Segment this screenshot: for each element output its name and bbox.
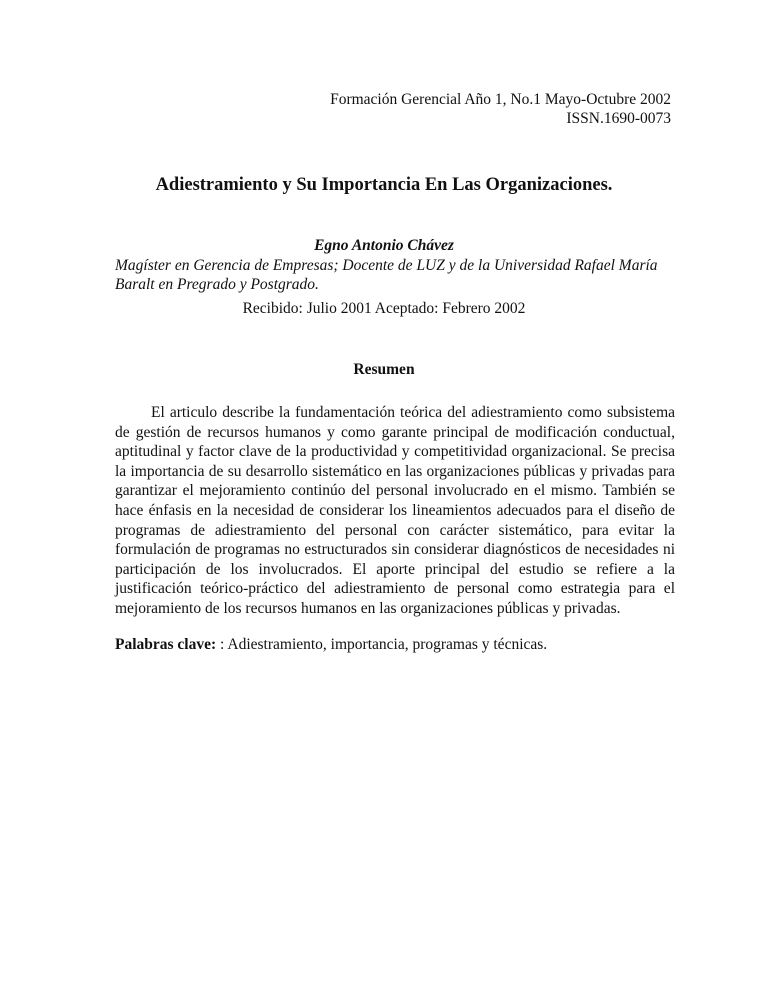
keywords-label: Palabras clave: xyxy=(115,636,221,653)
author-name: Egno Antonio Chávez xyxy=(314,237,454,254)
keywords xyxy=(115,636,675,654)
author-affiliation: Magíster en Gerencia de Empresas; Docente de LUZ y de la Universidad Rafael María Baralt en Pregrado y Postgrado. xyxy=(115,257,658,293)
received-accepted-dates: Recibido: Julio 2001 Aceptado: Febrero 2002 xyxy=(242,300,526,317)
keywords-separator: : xyxy=(220,636,228,653)
article-title: Adiestramiento y Su Importancia En Las Organizaciones. xyxy=(155,175,613,195)
journal-line: Formación Gerencial Año 1, No.1 Mayo-Octubre 2002 xyxy=(330,91,671,108)
journal-header xyxy=(330,90,671,128)
abstract-text: El articulo describe la fundamentación teórica del adiestramiento como subsistema de gestión de recursos humanos y como garante principal de modificación conductual, aptitudinal y factor clave de la productividad y competitividad organizacional. Se precisa la importancia de su desarrollo sistemático en las organizaciones públicas y privadas para garantizar el mejoramiento continúo del personal involucrado en el mismo. También se hace énfasis en la necesidad de considerar los lineamientos adecuados para el diseño de programas de adiestramiento del personal con carácter sistemático, para evitar la formulación de programas no estructurados sin considerar diagnósticos de necesidades ni participación de los involucrados. El aporte principal del estudio se refiere a la justificación teórico-práctico del adiestramiento de personal como estrategia para el mejoramiento de los recursos humanos en las organizaciones públicas y privadas. xyxy=(115,404,675,617)
abstract-heading: Resumen xyxy=(353,361,415,378)
keywords-value: Adiestramiento, importancia, programas y técnicas. xyxy=(227,636,548,653)
issn: ISSN.1690-0073 xyxy=(566,110,671,127)
